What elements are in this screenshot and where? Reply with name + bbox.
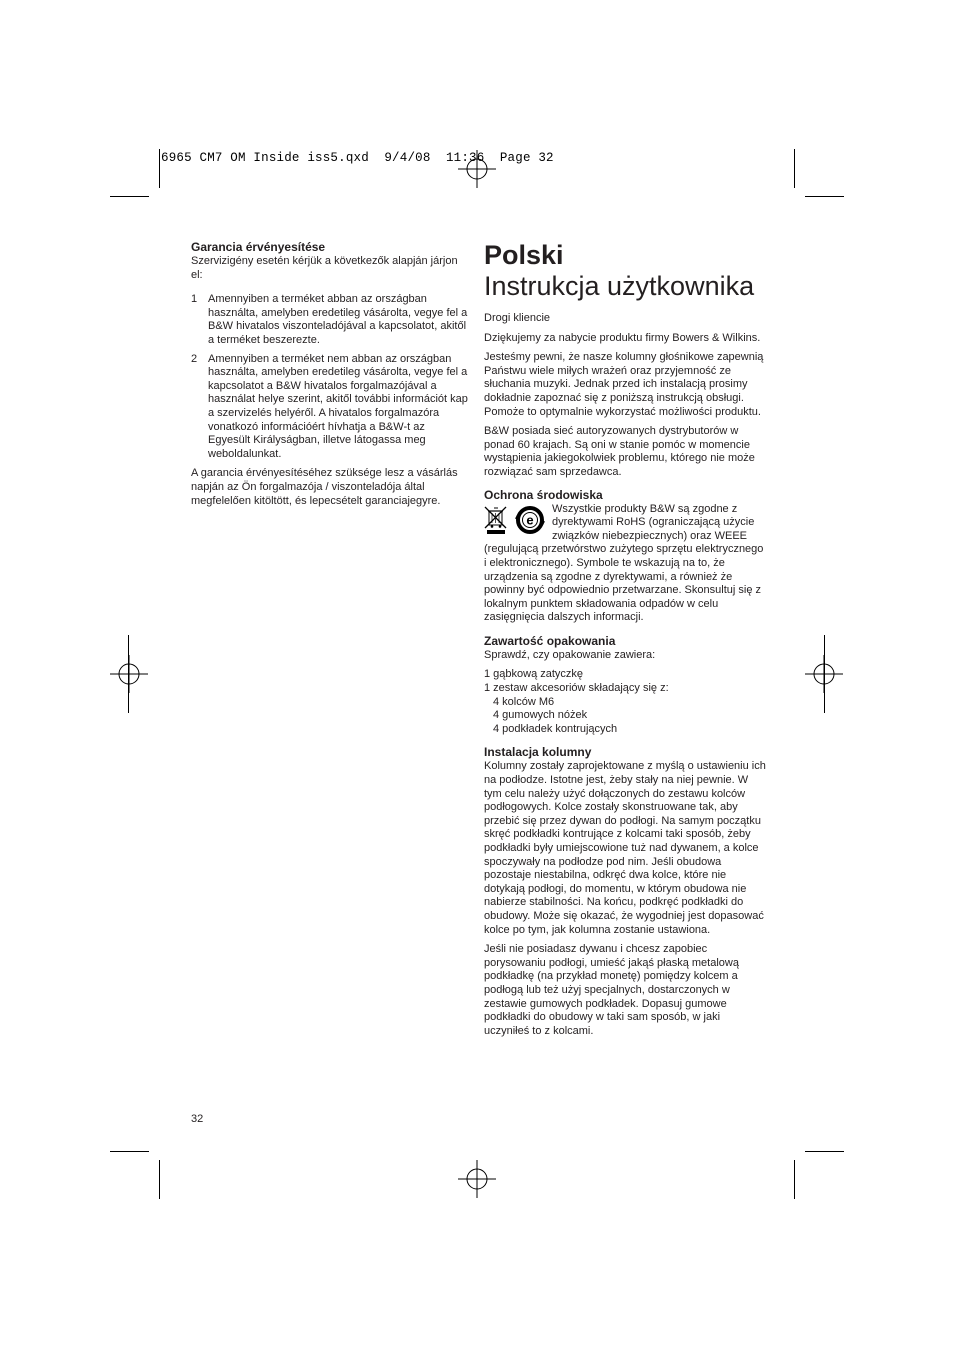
item-text: Amennyiben a terméket nem abban az országban használta, amelyben eredetileg vásárolta, vegye fel a kapcsolatot a B&W hivatalos forgalmazójával a használat helye szerint, akitől további információt kap a szervizelés helyéről. A hivatalos forgalmazóra vonatkozó információért hívhatja a B&W-t az Egyesült Királyságban, illetve látogassa meg weboldalunkat. bbox=[208, 352, 468, 460]
crop-mark bbox=[805, 1151, 844, 1152]
greeting: Drogi kliencie bbox=[484, 312, 551, 324]
warranty-list bbox=[191, 293, 469, 461]
intro-paragraph: B&W posiada sieć autoryzowanych dystrybutorów w ponad 60 krajach. Są oni w stanie pomóc w momencie wystąpienia jakiegokolwiek problemu, którego nie może rozwiązać sam sprzedawca. bbox=[484, 425, 755, 478]
right-column bbox=[484, 240, 766, 1038]
package-list bbox=[484, 668, 766, 736]
registration-mark-bottom bbox=[458, 1160, 496, 1198]
crop-mark bbox=[794, 149, 795, 188]
environment-text: Wszystkie produkty B&W są zgodne z dyrektywami RoHS (ograniczającą użycie związków niebezpiecznych) oraz WEEE (regulującą przetwórstwo zużytego sprzętu elektrycznego i elektronicznego). Symbole te wskazują na to, że urządzenia są zgodne z dyrektywami, a również że powinny być odpowiednio przetwarzane. Skonsultuj się z lokalnym punktem składowania odpadów w celu zasięgnięcia dalszych informacji. bbox=[484, 502, 764, 624]
svg-text:e: e bbox=[526, 512, 534, 528]
install-paragraph: Jeśli nie posiadasz dywanu i chcesz zapobiec porysowaniu podłogi, umieść jakąś płaską metalową podkładkę (na przykład monetę) pomiędzy kolcem a podłogą lub też użyj specjalnych, dostarczonych w zestawie gumowych podkładek. Dopasuj gumowe podkładki do obudowy w taki sam sposób, w jaki uczyniłeś to z kolcami. bbox=[484, 943, 739, 1037]
crop-mark bbox=[128, 635, 129, 713]
list-subitem: 4 gumowych nóżek bbox=[493, 709, 588, 722]
warranty-intro: Szervizigény esetén kérjük a következők alapján járjon el: bbox=[191, 255, 458, 281]
weee-crossed-bin-icon bbox=[484, 506, 508, 534]
list-item: 1 zestaw akcesoriów składający się z: bbox=[484, 682, 669, 695]
list-item bbox=[191, 293, 469, 347]
package-intro: Sprawdź, czy opakowanie zawiera: bbox=[484, 648, 656, 661]
crop-mark bbox=[110, 196, 149, 197]
crop-mark bbox=[794, 1160, 795, 1199]
crop-mark bbox=[110, 1151, 149, 1152]
warranty-heading: Garancia érvényesítése bbox=[191, 240, 326, 254]
registration-mark-left bbox=[110, 655, 148, 693]
install-paragraph: Kolumny zostały zaprojektowane z myślą o ustawieniu ich na podłodze. Istotne jest, żeby stały na niej pewnie. W tym celu należy użyć dołączonych do zestawu kolców podłogowych. Kolce zostały skonstruowane tak, aby przebić się przez dywan do podłogi. Na samym początku skręć podkładki kontrujące z kolcami taki sposób, żeby podkładki były umiejscowione tuż nad dywanem, a kolce spoczywały na podłodze pod nim. Jeśli obudowa pozostaje niestabilna, odkręć dwa kolce, które nie dotykają podłogi, do momentu, w którym obudowa nie nabierze stabilności. Na końcu, podkręć podkładki do obudowy. Może się okazać, że wygodniej jest dopasować kolce po tym, jak kolumna zostanie ustawiona. bbox=[484, 760, 766, 936]
item-text: Amennyiben a terméket abban az országban használta, amelyben eredetileg vásárolta, vegye fel a B&W hivatalos viszonteladójával a kapcsolatot, akitől a terméket beszerezte. bbox=[208, 293, 468, 346]
item-number: 1 bbox=[191, 293, 198, 306]
item-number: 2 bbox=[191, 352, 198, 365]
intro-paragraph: Dziękujemy za nabycie produktu firmy Bowers & Wilkins. bbox=[484, 331, 761, 344]
page-number: 32 bbox=[191, 1113, 204, 1125]
registration-mark-top bbox=[458, 150, 496, 188]
list-item: 1 gąbkową zatyczkę bbox=[484, 668, 584, 681]
environment-icons bbox=[484, 503, 550, 537]
install-heading: Instalacja kolumny bbox=[484, 745, 592, 760]
environment-heading: Ochrona środowiska bbox=[484, 487, 603, 502]
list-item bbox=[191, 353, 469, 462]
intro-paragraph: Jesteśmy pewni, że nasze kolumny głośnikowe zapewnią Państwu wiele miłych wrażeń oraz przyjemność ze słuchania muzyki. Jednak przed ich instalacją prosimy dokładnie zapoznać się z poniższą instrukcją obsługi. Pomoże to optymalnie wykorzystać możliwości produktu. bbox=[484, 351, 764, 418]
list-subitem: 4 kolców M6 bbox=[493, 695, 555, 708]
page-title: Polski bbox=[484, 240, 564, 270]
print-slug: 6965 CM7 OM Inside iss5.qxd 9/4/08 11:36 Page 32 bbox=[161, 151, 554, 165]
crop-mark bbox=[159, 149, 160, 188]
crop-mark bbox=[159, 1160, 160, 1199]
warranty-closing: A garancia érvényesítéséhez szüksége lesz a vásárlás napján az Ön forgalmazója / viszonteladója által megfelelően kitöltött, és lepecsételt garanciajegyre. bbox=[191, 467, 458, 507]
left-column bbox=[191, 240, 469, 508]
china-rohs-e-icon bbox=[514, 505, 546, 535]
crop-mark bbox=[824, 635, 825, 713]
list-subitem: 4 podkładek kontrujących bbox=[493, 722, 618, 735]
package-heading: Zawartość opakowania bbox=[484, 633, 616, 648]
page-subtitle: Instrukcja użytkownika bbox=[484, 271, 755, 301]
crop-mark bbox=[805, 196, 844, 197]
